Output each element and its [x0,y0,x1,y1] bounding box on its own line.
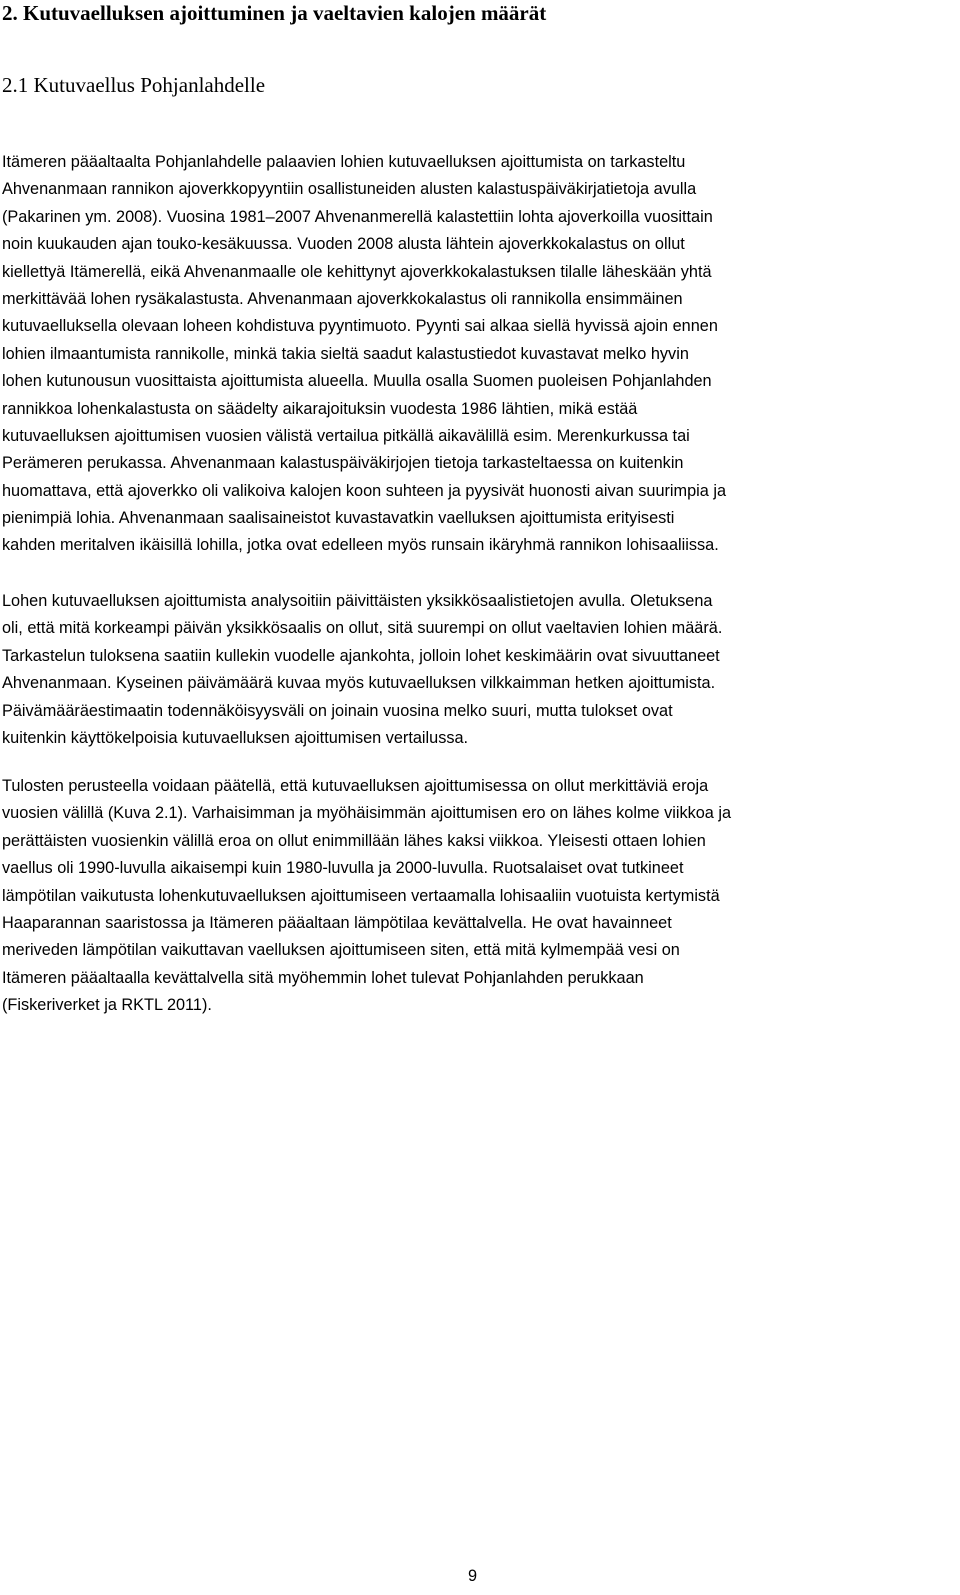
paragraph-line: lämpötilan vaikutusta lohenkutuvaelluksen ajoittumiseen vertaamalla lohisaaliin vuotuista kertymistä [2,886,720,905]
paragraph-line: huomattava, että ajoverkko oli valikoiva kalojen koon suhteen ja pyysivät huonosti aivan suurimpia ja [2,481,727,500]
paragraph-line: Tulosten perusteella voidaan päätellä, että kutuvaelluksen ajoittumisessa on ollut merkittäviä eroja [2,777,709,795]
paragraph-line: pienimpiä lohia. Ahvenanmaan saalisaineistot kuvastavatkin vaelluksen ajoittumista erityisesti [2,509,675,528]
section-heading: 2. Kutuvaelluksen ajoittuminen ja vaeltavien kalojen määrät [2,1,547,25]
paragraph-line: kuitenkin käyttökelpoisia kutuvaelluksen ajoittumisen vertailussa. [2,728,469,747]
paragraph-line: meriveden lämpötilan vaikuttavan vaelluksen ajoittumiseen siten, että mitä kylmempää vesi on [2,941,680,960]
paragraph-line: Perämeren perukassa. Ahvenanmaan kalastuspäiväkirjojen tietoja tarkasteltaessa on kuitenkin [2,454,684,473]
paragraph-line: vuosien välillä (Kuva 2.1). Varhaisimman ja myöhäisimmän ajoittumisen ero on lähes kolme viikkoa ja [2,804,732,823]
paragraph-line: Ahvenanmaan. Kyseinen päivämäärä kuvaa myös kutuvaelluksen vilkkaimman hetken ajoittumista. [2,674,716,693]
paragraph-line: Itämeren pääaltaalla kevättalvella sitä myöhemmin lohet tulevat Pohjanlahden perukkaan [2,968,644,987]
paragraph-line: perättäisten vuosienkin välillä eroa on ollut enimmillään lähes kaksi viikkoa. Yleisesti ottaen lohien [2,831,706,850]
paragraph-line: Tarkastelun tuloksena saatiin kullekin vuodelle ajankohta, jolloin lohet keskimäärin ovat sivuuttaneet [2,646,720,665]
paragraph-line: (Fiskeriverket ja RKTL 2011). [2,996,212,1015]
paragraph-line: vaellus oli 1990-luvulla aikaisempi kuin 1980-luvulla ja 2000-luvulla. Ruotsalaiset ovat tutkineet [2,859,684,878]
paragraph-line: (Pakarinen ym. 2008). Vuosina 1981–2007 Ahvenanmerellä kalastettiin lohta ajoverkoilla vuosittain [2,207,713,226]
paragraph-line: oli, että mitä korkeampi päivän yksikkösaalis on ollut, sitä suurempi on ollut vaeltavien lohien määrä. [2,619,723,638]
paragraph-line: lohen kutunousun vuosittaista ajoittumista alueella. Muulla osalla Suomen puoleisen Pohjanlahden [2,372,712,391]
paragraph-line: kutuvaelluksella olevaan loheen kohdistuva pyyntimuoto. Pyynti sai alkaa siellä hyvissä ajoin ennen [2,317,718,336]
paragraph-line: kahden meritalven ikäisillä lohilla, jotka ovat edelleen myös runsain ikäryhmä rannikon lohisaaliissa. [2,536,719,555]
paragraph-2 [2,588,958,752]
paragraph-line: Päivämääräestimaatin todennäköisyysväli on joinain vuosina melko suuri, mutta tulokset ovat [2,701,673,720]
paragraph-line: noin kuukauden ajan touko-kesäkuussa. Vuoden 2008 alusta lähtein ajoverkkokalastus on ollut [2,235,685,254]
subsection-heading: 2.1 Kutuvaellus Pohjanlahdelle [2,73,266,97]
paragraph-line: kutuvaelluksen ajoittumisen vuosien välistä vertailua pitkällä aikavälillä esim. Merenkurkussa tai [2,426,690,445]
paragraph-line: Ahvenanmaan rannikon ajoverkkopyyntiin osallistuneiden alusten kalastuspäiväkirjatietoja avulla [2,180,697,199]
paragraph-line: Lohen kutuvaelluksen ajoittumista analysoitiin päivittäisten yksikkösaalistietojen avulla. Oletuksena [2,592,713,610]
paragraph-line: kiellettyä Itämerellä, eikä Ahvenanmaalle ole kehittynyt ajoverkkokalastuksen tilalle läheskään yhtä [2,262,712,281]
page-number: 9 [468,1567,478,1585]
paragraph-line: lohien ilmaantumista rannikolle, minkä takia sieltä saadut kalastustiedot kuvastavat melko hyvin [2,344,689,363]
paragraph-1 [2,149,958,560]
paragraph-line: Itämeren pääaltaalta Pohjanlahdelle palaavien lohien kutuvaelluksen ajoittumista on tarkasteltu [2,153,686,171]
paragraph-line: rannikkoa lohenkalastusta on säädelty aikarajoituksin vuodesta 1986 lähtien, mikä estää [2,399,638,418]
paragraph-line: merkittävää lohen rysäkalastusta. Ahvenanmaan ajoverkkokalastus oli rannikolla ensimmäinen [2,289,683,308]
paragraph-3 [2,773,958,1020]
paragraph-line: Haaparannan saaristossa ja Itämeren pääaltaan lämpötilaa kevättalvella. He ovat havainneet [2,913,672,932]
